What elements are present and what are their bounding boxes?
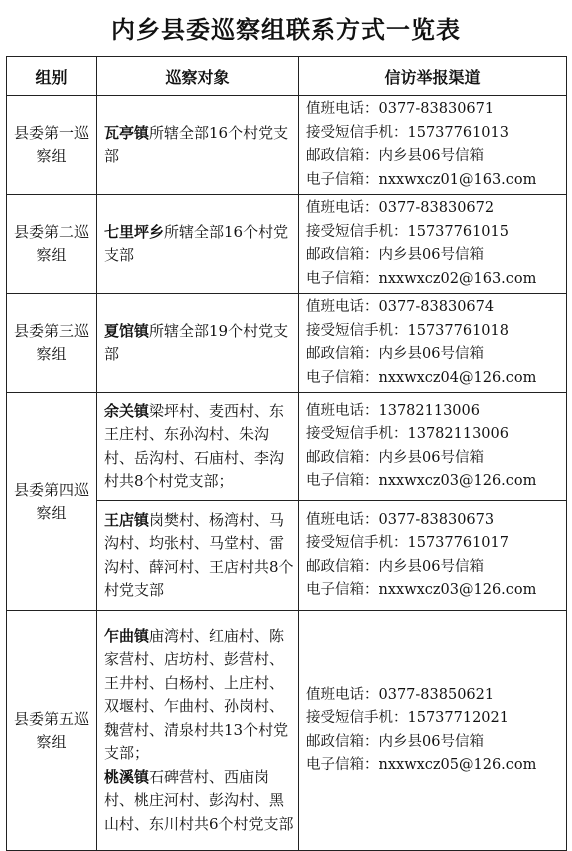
- email-line: [306, 470, 562, 494]
- sms-line: [306, 707, 562, 731]
- table-row: [7, 611, 567, 851]
- mail-line: [306, 447, 562, 471]
- group-cell: 县委第二巡察组: [7, 195, 97, 294]
- mail-line: [306, 244, 562, 268]
- target-cell: [97, 611, 299, 851]
- mail-label: 邮政信箱：: [306, 247, 379, 263]
- mailbox: 内乡县06号信箱: [378, 148, 484, 164]
- duty-phone-line: [306, 684, 562, 708]
- mail-line: [306, 556, 562, 580]
- mail-label: 邮政信箱：: [306, 449, 379, 466]
- contact-cell: [299, 195, 567, 294]
- mail-line: [306, 731, 562, 755]
- contact-cell: [299, 611, 567, 851]
- mailbox: 内乡县06号信箱: [378, 449, 484, 466]
- mail-label: 邮政信箱：: [306, 733, 379, 750]
- duty-label: 值班电话：: [306, 101, 379, 117]
- email-label: 电子信箱：: [306, 757, 379, 773]
- sms-label: 接受短信手机：: [306, 535, 408, 551]
- sms-label: 接受短信手机：: [306, 124, 408, 141]
- email-address: nxxwxcz01@163.com: [378, 171, 537, 188]
- contact-cell: [299, 294, 567, 393]
- sms-label: 接受短信手机：: [306, 322, 408, 339]
- town-name: 余关镇: [104, 401, 150, 420]
- sms-line: [306, 532, 562, 556]
- email-line: [306, 579, 562, 603]
- email-label: 电子信箱：: [306, 582, 379, 598]
- sms-phone: 15737712021: [407, 710, 509, 726]
- email-address: nxxwxcz03@126.com: [378, 582, 537, 598]
- duty-phone-line: [306, 296, 562, 320]
- email-label: 电子信箱：: [306, 171, 379, 188]
- duty-phone: 0377-83830673: [378, 511, 495, 528]
- duty-phone-line: [306, 509, 562, 533]
- header-group: 组别: [7, 57, 97, 96]
- sms-phone: 15737761015: [407, 223, 509, 240]
- town-name: 乍曲镇: [104, 626, 150, 645]
- sms-label: 接受短信手机：: [306, 426, 408, 442]
- contact-cell: [299, 393, 567, 501]
- target-cell: [97, 96, 299, 195]
- sms-line: [306, 122, 562, 146]
- target-cell: [97, 501, 299, 611]
- mailbox: 内乡县06号信箱: [378, 247, 484, 263]
- duty-phone: 0377-83830674: [378, 299, 495, 315]
- duty-phone: 0377-83830672: [378, 200, 495, 216]
- mail-line: [306, 145, 562, 169]
- email-address: nxxwxcz03@126.com: [378, 473, 537, 489]
- mailbox: 内乡县06号信箱: [378, 733, 484, 750]
- sms-label: 接受短信手机：: [306, 223, 408, 240]
- duty-phone-line: [306, 98, 562, 122]
- target-text: 所辖全部16个村党支部: [104, 222, 289, 264]
- sms-phone: 15737761018: [407, 322, 509, 339]
- table-row: [7, 195, 567, 294]
- duty-phone-line: [306, 197, 562, 221]
- header-channel: 信访举报渠道: [299, 57, 567, 96]
- town-name: 瓦亭镇: [104, 123, 150, 142]
- duty-phone: 0377-83850621: [378, 686, 495, 703]
- table-header-row: [7, 57, 567, 96]
- header-target: 巡察对象: [97, 57, 299, 96]
- group-cell: 县委第三巡察组: [7, 294, 97, 393]
- sms-line: [306, 423, 562, 447]
- group-cell: 县委第四巡察组: [7, 393, 97, 611]
- duty-phone-line: [306, 400, 562, 424]
- target-text: 庙湾村、红庙村、陈家营村、店坊村、彭营村、王井村、白杨村、上庄村、双堰村、乍曲村、孙岗村、魏营村、清泉村共13个村党支部；: [104, 626, 289, 763]
- town-name: 桃溪镇: [104, 767, 150, 786]
- page-title: 内乡县委巡察组联系方式一览表: [111, 16, 461, 44]
- email-line: [306, 169, 562, 193]
- duty-label: 值班电话：: [306, 402, 379, 419]
- table-row: [7, 393, 567, 501]
- email-address: nxxwxcz04@126.com: [378, 369, 537, 386]
- table-row: [7, 96, 567, 195]
- email-line: [306, 367, 562, 391]
- duty-label: 值班电话：: [306, 299, 379, 315]
- town-name: 夏馆镇: [104, 321, 150, 340]
- mail-label: 邮政信箱：: [306, 346, 379, 362]
- contact-cell: [299, 501, 567, 611]
- group-cell: 县委第五巡察组: [7, 611, 97, 851]
- duty-phone: 13782113006: [378, 402, 480, 419]
- email-address: nxxwxcz02@163.com: [378, 270, 537, 287]
- email-line: [306, 754, 562, 778]
- contact-table: [6, 56, 567, 851]
- sms-phone: 15737761017: [407, 535, 509, 551]
- sms-phone: 15737761013: [407, 124, 509, 141]
- sms-phone: 13782113006: [407, 426, 509, 442]
- sms-line: [306, 221, 562, 245]
- mailbox: 内乡县06号信箱: [378, 558, 484, 575]
- target-cell: [97, 195, 299, 294]
- town-name: 王店镇: [104, 510, 150, 529]
- mailbox: 内乡县06号信箱: [378, 346, 484, 362]
- sms-line: [306, 320, 562, 344]
- mail-label: 邮政信箱：: [306, 148, 379, 164]
- contact-cell: [299, 96, 567, 195]
- email-label: 电子信箱：: [306, 270, 379, 287]
- duty-label: 值班电话：: [306, 511, 379, 528]
- sms-label: 接受短信手机：: [306, 710, 408, 726]
- target-text: 所辖全部19个村党支部: [104, 321, 289, 363]
- email-label: 电子信箱：: [306, 369, 379, 386]
- table-row: [7, 294, 567, 393]
- target-cell: [97, 294, 299, 393]
- group-cell: 县委第一巡察组: [7, 96, 97, 195]
- target-text: 所辖全部16个村党支部: [104, 123, 289, 165]
- email-label: 电子信箱：: [306, 473, 379, 489]
- mail-label: 邮政信箱：: [306, 558, 379, 575]
- duty-phone: 0377-83830671: [378, 101, 495, 117]
- email-line: [306, 268, 562, 292]
- town-name: 七里坪乡: [104, 222, 165, 241]
- duty-label: 值班电话：: [306, 200, 379, 216]
- mail-line: [306, 343, 562, 367]
- target-cell: [97, 393, 299, 501]
- target-text: 石碑营村、西庙岗村、桃庄河村、彭沟村、黑山村、东川村共6个村党支部: [104, 767, 294, 833]
- target-text: 岗樊村、杨湾村、马沟村、均张村、马堂村、雷沟村、薛河村、王店村共8个村党支部: [104, 510, 294, 599]
- email-address: nxxwxcz05@126.com: [378, 757, 537, 773]
- duty-label: 值班电话：: [306, 686, 379, 703]
- target-text: 梁坪村、麦西村、东王庄村、东孙沟村、朱沟村、岳沟村、石庙村、李沟村共8个村党支部；: [104, 401, 285, 490]
